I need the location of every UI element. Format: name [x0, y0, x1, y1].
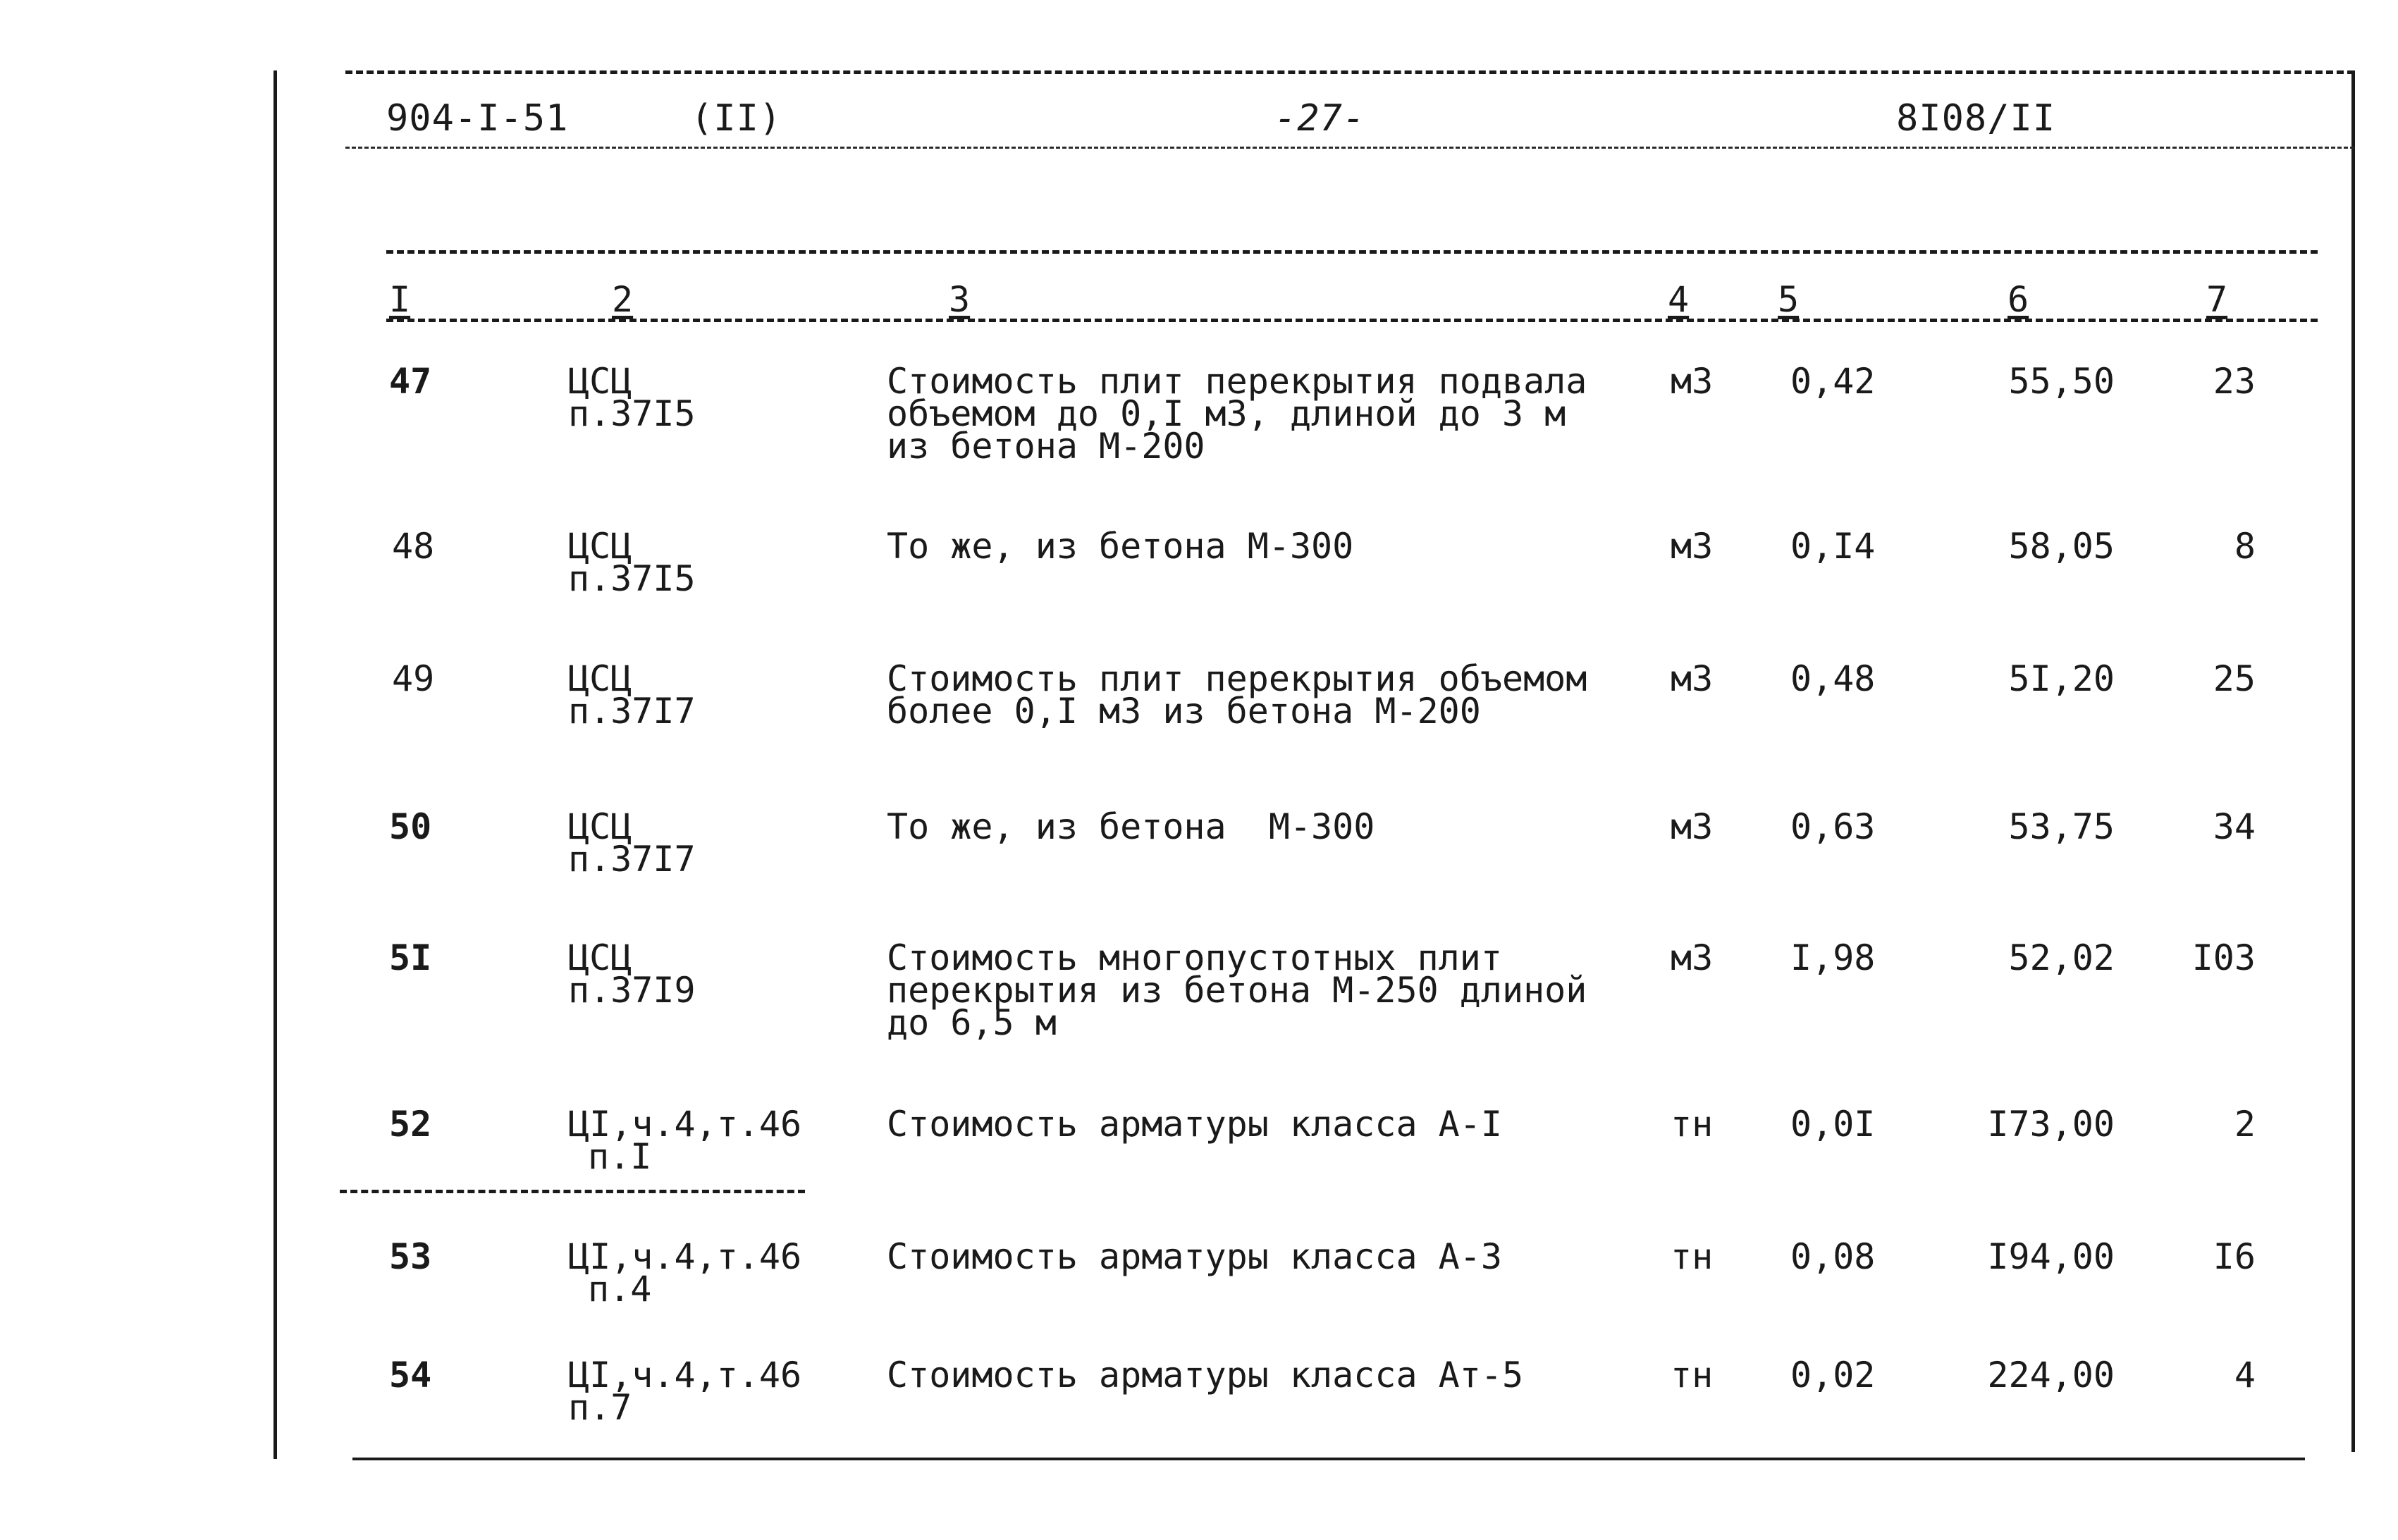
unit-price: 55,50 — [2008, 361, 2115, 402]
price-reference-item: п.37I9 — [568, 970, 696, 1011]
price-reference — [568, 1355, 802, 1428]
quantity: 0,08 — [1790, 1236, 1876, 1277]
work-description — [887, 806, 1375, 847]
frame-left-border — [273, 70, 277, 1459]
quantity: 0,63 — [1790, 806, 1876, 847]
description-line: перекрытия из бетона М-250 длиной — [887, 970, 1587, 1011]
price-reference — [568, 806, 696, 880]
col-number-3: 3 — [949, 279, 971, 320]
frame-bottom-border — [352, 1458, 2305, 1460]
work-description — [887, 361, 1587, 467]
work-description — [887, 937, 1587, 1043]
description-line: То же, из бетона М-300 — [887, 806, 1375, 847]
quantity: 0,42 — [1790, 361, 1876, 402]
description-line: Стоимость арматуры класса А-I — [887, 1104, 1502, 1145]
price-reference-source: ЦСЦ — [568, 937, 632, 978]
description-line: объемом до 0,I м3, длиной до 3 м — [887, 393, 1566, 434]
unit-price: I73,00 — [1987, 1104, 2115, 1145]
row-number: 52 — [389, 1104, 432, 1145]
total-cost: I6 — [2213, 1236, 2256, 1277]
table-top-border — [386, 250, 2318, 254]
doc-part: (II) — [691, 97, 782, 140]
description-line: Стоимость арматуры класса Ат-5 — [887, 1355, 1524, 1396]
row-number: 48 — [392, 526, 435, 567]
price-reference-source: ЦI,ч.4,т.46 — [568, 1236, 802, 1277]
unit: м3 — [1671, 658, 1714, 699]
description-line: То же, из бетона М-300 — [887, 526, 1354, 567]
col-number-2: 2 — [612, 279, 634, 320]
description-line: Стоимость плит перекрытия подвала — [887, 361, 1587, 402]
quantity: I,98 — [1790, 937, 1876, 978]
quantity: 0,48 — [1790, 658, 1876, 699]
unit: м3 — [1671, 806, 1714, 847]
row-number: 54 — [389, 1355, 432, 1396]
price-reference-item: п.37I5 — [568, 558, 696, 599]
price-reference-item: п.4 — [588, 1269, 652, 1310]
work-description — [887, 526, 1354, 567]
description-line: из бетона М-200 — [887, 426, 1205, 467]
quantity: 0,0I — [1790, 1104, 1876, 1145]
row-separator — [340, 1190, 805, 1193]
unit-price: I94,00 — [1987, 1236, 2115, 1277]
price-reference-item: п.I — [588, 1136, 652, 1177]
sheet-code: 8I08/II — [1896, 97, 2056, 140]
quantity: 0,I4 — [1790, 526, 1876, 567]
total-cost: 23 — [2213, 361, 2256, 402]
price-reference — [568, 937, 696, 1011]
description-line: Стоимость арматуры класса А-3 — [887, 1236, 1502, 1277]
price-reference-source: ЦСЦ — [568, 361, 632, 402]
page-number: -27- — [1274, 97, 1366, 140]
row-number: 49 — [392, 658, 435, 699]
price-reference-source: ЦСЦ — [568, 658, 632, 699]
unit: тн — [1671, 1355, 1714, 1396]
header-underline — [345, 147, 2354, 149]
unit-price: 52,02 — [2008, 937, 2115, 978]
unit: тн — [1671, 1236, 1714, 1277]
unit: м3 — [1671, 526, 1714, 567]
price-reference-source: ЦI,ч.4,т.46 — [568, 1104, 802, 1145]
price-reference-item: п.37I5 — [568, 393, 696, 434]
price-reference-source: ЦСЦ — [568, 806, 632, 847]
price-reference — [568, 361, 696, 434]
price-reference — [568, 658, 696, 732]
col-number-6: 6 — [2007, 279, 2029, 320]
total-cost: 2 — [2234, 1104, 2256, 1145]
price-reference — [568, 1104, 802, 1177]
col-number-1: I — [389, 279, 411, 320]
total-cost: 34 — [2213, 806, 2256, 847]
unit: м3 — [1671, 937, 1714, 978]
price-reference-item: п.37I7 — [568, 839, 696, 880]
price-reference-source: ЦСЦ — [568, 526, 632, 567]
work-description — [887, 1236, 1502, 1277]
work-description — [887, 1104, 1502, 1145]
work-description — [887, 1355, 1524, 1396]
description-line: до 6,5 м — [887, 1002, 1057, 1043]
quantity: 0,02 — [1790, 1355, 1876, 1396]
total-cost: 8 — [2234, 526, 2256, 567]
doc-code: 904-I-51 — [386, 97, 569, 140]
unit: тн — [1671, 1104, 1714, 1145]
row-number: 50 — [389, 806, 432, 847]
col-number-7: 7 — [2206, 279, 2228, 320]
price-reference — [568, 526, 696, 599]
unit-price: 58,05 — [2008, 526, 2115, 567]
total-cost: 25 — [2213, 658, 2256, 699]
description-line: более 0,I м3 из бетона М-200 — [887, 691, 1481, 732]
unit-price: 5I,20 — [2008, 658, 2115, 699]
total-cost: 4 — [2234, 1355, 2256, 1396]
unit-price: 53,75 — [2008, 806, 2115, 847]
frame-right-border — [2351, 70, 2355, 1452]
total-cost: I03 — [2191, 937, 2256, 978]
row-number: 53 — [389, 1236, 432, 1277]
col-number-4: 4 — [1668, 279, 1690, 320]
price-reference — [568, 1236, 802, 1310]
description-line: Стоимость плит перекрытия объемом — [887, 658, 1587, 699]
row-number: 47 — [389, 361, 432, 402]
unit: м3 — [1671, 361, 1714, 402]
price-reference-item: п.37I7 — [568, 691, 696, 732]
frame-top-border — [345, 70, 2354, 74]
description-line: Стоимость многопустотных плит — [887, 937, 1502, 978]
col-number-5: 5 — [1778, 279, 1800, 320]
work-description — [887, 658, 1587, 732]
unit-price: 224,00 — [1987, 1355, 2115, 1396]
price-reference-item: п.7 — [568, 1387, 632, 1428]
price-reference-source: ЦI,ч.4,т.46 — [568, 1355, 802, 1396]
row-number: 5I — [389, 937, 432, 978]
